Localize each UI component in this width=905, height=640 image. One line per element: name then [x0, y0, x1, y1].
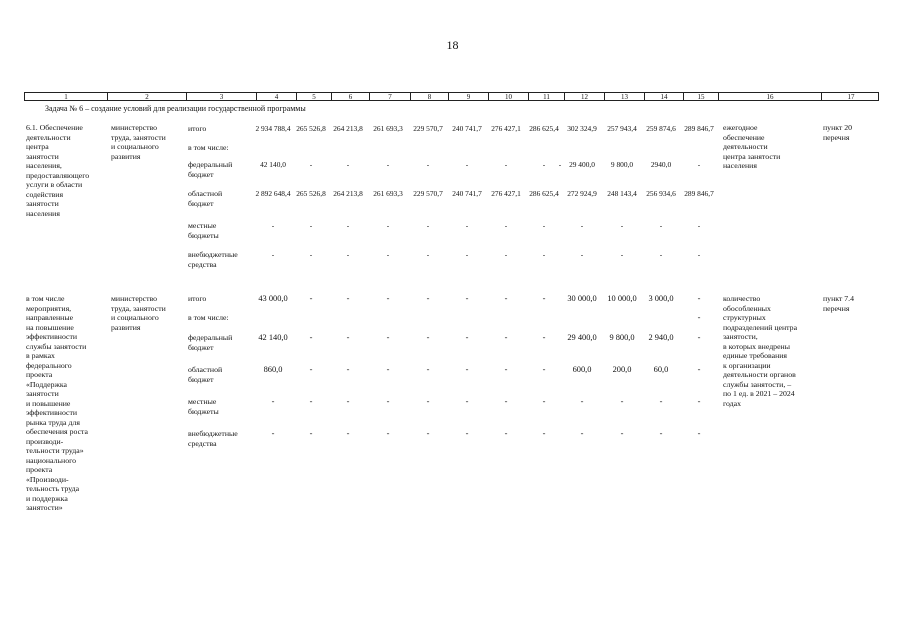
block1-cell: 302 324,9: [567, 124, 597, 133]
block2-cell: -: [504, 294, 508, 303]
block1-cell: 42 140,0: [260, 160, 286, 169]
block2-cell: -: [620, 397, 624, 406]
block2-cell: 30 000,0: [567, 294, 597, 303]
block2-cell: -: [465, 429, 469, 438]
block1-cell: -: [659, 221, 663, 230]
block1-cell: -: [346, 160, 350, 169]
block1-indicator: ежегодное обеспечение деятельности центра занятости населения: [723, 123, 781, 170]
block2-cell: -: [346, 294, 350, 303]
block2-cell: 60,0: [653, 365, 669, 374]
block2-cell: -: [542, 333, 546, 342]
block2-cell: -: [386, 397, 390, 406]
block1-cell: -: [386, 221, 390, 230]
block1-cell: 248 143,4: [607, 189, 637, 198]
block2-cell: -: [386, 333, 390, 342]
block1-cell: 29 400,0: [569, 160, 595, 169]
block1-cell: -: [697, 221, 701, 230]
block2-cell: -: [426, 333, 430, 342]
block2-cell: -: [346, 397, 350, 406]
block1-cell: -: [659, 250, 663, 259]
block1-cell: -: [465, 221, 469, 230]
block1-cell: -: [271, 221, 275, 230]
header-col-14: 14: [644, 93, 683, 100]
block1-cell: -: [697, 160, 701, 169]
block1-row-label: федеральный бюджет: [188, 160, 233, 179]
header-col-11: 11: [528, 93, 564, 100]
block1-row-label: в том числе:: [188, 143, 229, 152]
block1-cell: 240 741,7: [452, 124, 482, 133]
block2-cell: -: [465, 365, 469, 374]
block2-cell: -: [426, 397, 430, 406]
block2-cell: -: [386, 429, 390, 438]
block2-cell: -: [504, 397, 508, 406]
block2-cell: -: [659, 429, 663, 438]
block1-row-label: итого: [188, 124, 207, 133]
block2-cell: -: [309, 429, 313, 438]
block1-name: 6.1. Обеспечение деятельности центра занятости населения, предоставляющего услуги в области содействия занятости населения: [26, 123, 90, 218]
block2-cell: 29 400,0: [567, 333, 597, 342]
block2-cell: -: [465, 294, 469, 303]
block2-cell: -: [346, 365, 350, 374]
header-col-5: 5: [296, 93, 331, 100]
block1-cell: 289 846,7: [684, 124, 714, 133]
block2-cell: -: [309, 294, 313, 303]
block2-row-label: внебюджетные средства: [188, 429, 238, 448]
block2-cell: -: [580, 429, 584, 438]
block1-cell: -: [271, 250, 275, 259]
block1-cell: -: [426, 160, 430, 169]
block2-cell: -: [580, 397, 584, 406]
block2-row-label: в том числе:: [188, 313, 229, 322]
block1-cell: 286 625,4: [529, 124, 559, 133]
block2-cell: -: [659, 397, 663, 406]
header-col-3: 3: [186, 93, 256, 100]
block1-cell: -: [309, 160, 313, 169]
block2-cell: -: [426, 365, 430, 374]
block2-cell: -: [346, 333, 350, 342]
block2-row-label: областной бюджет: [188, 365, 223, 384]
block1-cell: 264 213,8: [333, 124, 363, 133]
page-number: 18: [446, 38, 459, 52]
header-col-16: 16: [718, 93, 821, 100]
block2-cell: -: [426, 429, 430, 438]
block1-cell: 2 892 648,4: [255, 189, 291, 198]
block2-cell: -: [271, 429, 275, 438]
block2-cell: -: [346, 429, 350, 438]
block2-cell: 10 000,0: [607, 294, 637, 303]
block1-cell: 265 526,8: [296, 124, 326, 133]
block2-cell: -: [697, 333, 701, 342]
block1-cell: -: [465, 160, 469, 169]
block2-cell: 2 940,0: [648, 333, 674, 342]
block2-indicator: количество обособленных структурных подразделений центра занятости, в которых внедрены единые требования к организации деятельности органов службы занятости, – по 1 ед. в 2021 – 2024 годах: [723, 294, 798, 408]
block2-cell: -: [271, 397, 275, 406]
block1-row-label: областной бюджет: [188, 189, 223, 208]
block2-cell: -: [386, 365, 390, 374]
block2-cell: -: [697, 294, 701, 303]
block2-cell: -: [542, 365, 546, 374]
block1-cell: -: [504, 250, 508, 259]
block1-cell: -: [426, 221, 430, 230]
block2-cell: 200,0: [612, 365, 632, 374]
block1-cell: 261 693,3: [373, 189, 403, 198]
block2-cell: -: [426, 294, 430, 303]
block2-cell: 42 140,0: [258, 333, 288, 342]
block1-cell: -: [346, 221, 350, 230]
block1-cell: 229 570,7: [413, 189, 443, 198]
block2-cell: -: [309, 365, 313, 374]
block1-cell: 272 924,9: [567, 189, 597, 198]
header-col-17: 17: [821, 93, 880, 100]
block1-cell: -: [465, 250, 469, 259]
block2-cell: -: [309, 333, 313, 342]
block1-cell: -: [426, 250, 430, 259]
block1-row-label: внебюджетные средства: [188, 250, 238, 269]
block1-cell: -: [309, 250, 313, 259]
block2-cell: -: [697, 365, 701, 374]
block2-cell: 860,0: [263, 365, 283, 374]
block2-cell: -: [542, 397, 546, 406]
header-col-13: 13: [604, 93, 644, 100]
block2-row-label: местные бюджеты: [188, 397, 219, 416]
block2-row-label: федеральный бюджет: [188, 333, 233, 352]
block1-cell: -: [580, 250, 584, 259]
block1-cell: 259 874,6: [646, 124, 676, 133]
block1-cell: -: [309, 221, 313, 230]
header-col-7: 7: [369, 93, 410, 100]
block2-cell: -: [309, 397, 313, 406]
block1-row-label: местные бюджеты: [188, 221, 219, 240]
block2-cell: 600,0: [572, 365, 592, 374]
block1-cell: 9 800,0: [610, 160, 634, 169]
header-col-6: 6: [331, 93, 369, 100]
column-number-header: [24, 92, 879, 101]
block2-cell: -: [542, 294, 546, 303]
header-col-1: 1: [64, 93, 68, 101]
block2-name: в том числе мероприятия, направленные на повышение эффективности службы занятости в рамках федерального проекта «Поддержка занятости и повышение эффективности рынка труда для обеспечения роста производи- тельности труда» национального проекта «Производи- тельность труда и поддержка занятости»: [26, 294, 88, 512]
block2-row-label: итого: [188, 294, 207, 303]
header-col-2: 2: [107, 93, 186, 100]
block2-cell: -: [465, 397, 469, 406]
block1-cell: 256 934,6: [646, 189, 676, 198]
block2-reference: пункт 7.4 перечня: [823, 294, 855, 313]
block1-cell: 2 934 788,4: [255, 124, 291, 133]
block1-cell: 265 526,8: [296, 189, 326, 198]
block2-cell: 43 000,0: [258, 294, 288, 303]
block1-cell: 276 427,1: [491, 124, 521, 133]
block1-cell: 264 213,8: [333, 189, 363, 198]
block1-cell: 286 625,4: [529, 189, 559, 198]
block1-cell: -: [542, 250, 546, 259]
block1-cell: 240 741,7: [452, 189, 482, 198]
block2-cell: -: [504, 365, 508, 374]
block1-cell: -: [542, 160, 546, 169]
block2-cell: 3 000,0: [648, 294, 674, 303]
header-col-9: 9: [448, 93, 488, 100]
block1-cell: 257 943,4: [607, 124, 637, 133]
header-col-4: 4: [256, 93, 296, 100]
header-col-8: 8: [410, 93, 448, 100]
block1-cell: 229 570,7: [413, 124, 443, 133]
block2-cell: -: [465, 333, 469, 342]
block1-cell: -: [697, 250, 701, 259]
block1-cell: -: [504, 160, 508, 169]
block2-cell: -: [697, 313, 701, 322]
block2-executor: министерство труда, занятости и социального развития: [111, 294, 166, 332]
block1-executor: министерство труда, занятости и социального развития: [111, 123, 166, 161]
block1-cell: 289 846,7: [684, 189, 714, 198]
block1-cell: -: [558, 160, 562, 169]
block2-cell: -: [697, 429, 701, 438]
block2-cell: -: [697, 397, 701, 406]
block1-cell: 261 693,3: [373, 124, 403, 133]
block1-cell: -: [386, 160, 390, 169]
header-col-10: 10: [488, 93, 528, 100]
header-col-15: 15: [683, 93, 718, 100]
block2-cell: -: [386, 294, 390, 303]
block1-cell: -: [580, 221, 584, 230]
block1-reference: пункт 20 перечня: [823, 123, 853, 142]
header-col-12: 12: [564, 93, 604, 100]
block1-cell: 2940,0: [650, 160, 672, 169]
block2-cell: -: [620, 429, 624, 438]
block1-cell: -: [504, 221, 508, 230]
block1-cell: -: [346, 250, 350, 259]
block2-cell: -: [504, 429, 508, 438]
block2-cell: -: [542, 429, 546, 438]
task-title: Задача № 6 – создание условий для реализации государственной программы: [45, 104, 306, 113]
block2-cell: -: [504, 333, 508, 342]
block1-cell: -: [620, 221, 624, 230]
block1-cell: 276 427,1: [491, 189, 521, 198]
block1-cell: -: [542, 221, 546, 230]
block1-cell: -: [620, 250, 624, 259]
block2-cell: 9 800,0: [609, 333, 635, 342]
block1-cell: -: [386, 250, 390, 259]
